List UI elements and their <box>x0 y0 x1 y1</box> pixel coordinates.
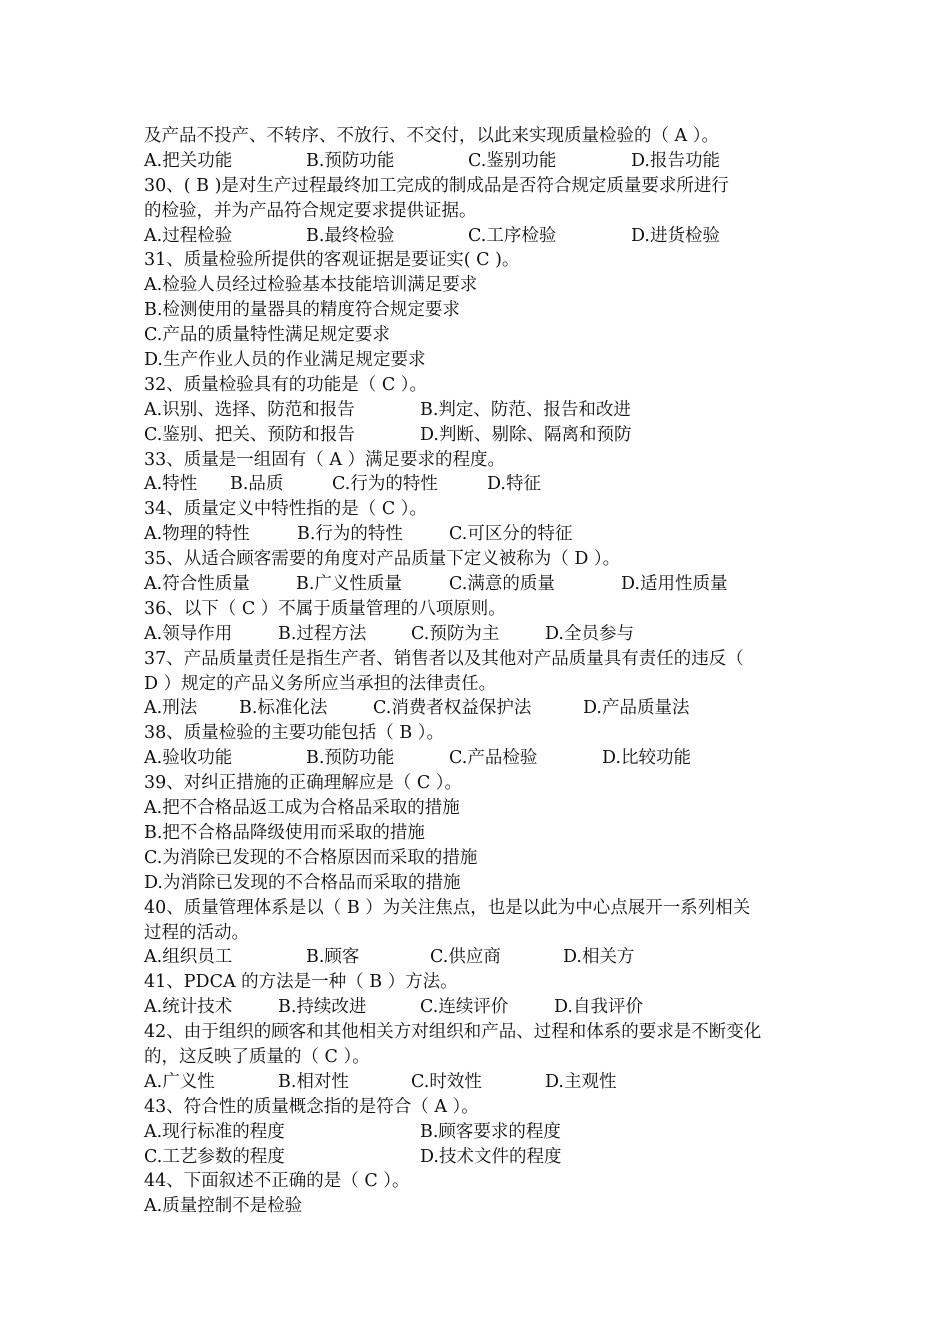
option-text: B.预防功能 <box>306 150 395 171</box>
option-text: C.时效性 <box>411 1071 482 1092</box>
option-text: B.标准化法 <box>239 698 328 719</box>
option-text: A.统计技术 <box>144 997 233 1018</box>
option-text: B.持续改进 <box>278 997 367 1018</box>
option-text: D.主观性 <box>545 1071 617 1092</box>
option-text: C.可区分的特征 <box>449 524 573 545</box>
option-text: C.预防为主 <box>411 623 500 644</box>
option-text: B.顾客要求的程度 <box>420 1121 561 1142</box>
option-text: A.过程检验 <box>144 225 233 246</box>
text-line: C.为消除已发现的不合格原因而采取的措施 <box>144 847 478 868</box>
option-text: C.鉴别功能 <box>468 150 557 171</box>
text-line: 及产品不投产、不转序、不放行、不交付，以此来实现质量检验的（ A ）。 <box>144 126 720 146</box>
option-text: B.行为的特性 <box>297 524 403 545</box>
options-row <box>144 696 816 721</box>
option-text: D.技术文件的程度 <box>420 1146 562 1167</box>
option-text: A.特性 <box>144 474 198 495</box>
option-text: D.产品质量法 <box>583 698 690 719</box>
text-line: C.产品的质量特性满足规定要求 <box>144 325 390 346</box>
text-line: 44、下面叙述不正确的是（ C ）。 <box>144 1171 410 1192</box>
option-text: B.过程方法 <box>278 623 367 644</box>
option-text: B.最终检验 <box>306 225 395 246</box>
text-line: 43、符合性的质量概念指的是符合（ A ）。 <box>144 1096 479 1117</box>
text-line: A.把不合格品返工成为合格品采取的措施 <box>144 798 460 819</box>
option-text: C.鉴别、把关、预防和报告 <box>144 424 355 445</box>
option-text: C.工艺参数的程度 <box>144 1146 285 1167</box>
text-line: 41、PDCA 的方法是一种（ B ）方法。 <box>144 972 458 993</box>
option-text: D.相关方 <box>563 947 635 968</box>
option-text: A.符合性质量 <box>144 574 250 595</box>
options-row <box>144 572 816 597</box>
text-line: 34、质量定义中特性指的是（ C ）。 <box>144 499 428 520</box>
option-text: C.产品检验 <box>449 748 538 769</box>
text-line: 35、从适合顾客需要的角度对产品质量下定义被称为（ D ）。 <box>144 549 621 570</box>
text-line: 37、产品质量责任是指生产者、销售者以及其他对产品质量具有责任的违反（ <box>144 648 744 669</box>
option-text: D.自我评价 <box>554 997 643 1018</box>
options-row <box>144 522 816 547</box>
option-text: A.广义性 <box>144 1071 215 1092</box>
option-text: D.报告功能 <box>631 150 720 171</box>
option-text: B.预防功能 <box>306 748 395 769</box>
option-text: D.特征 <box>487 474 541 495</box>
option-text: D.适用性质量 <box>621 574 728 595</box>
option-text: C.满意的质量 <box>449 574 555 595</box>
text-line: 的检验，并为产品符合规定要求提供证据。 <box>144 200 477 221</box>
option-text: A.领导作用 <box>144 623 233 644</box>
options-row <box>144 423 816 448</box>
options-row <box>144 746 816 771</box>
document-page <box>144 124 816 1219</box>
option-text: B.广义性质量 <box>296 574 402 595</box>
text-line: 39、对纠正措施的正确理解应是（ C ）。 <box>144 773 463 794</box>
text-line: 42、由于组织的顾客和其他相关方对组织和产品、过程和体系的要求是不断变化 <box>144 1022 762 1043</box>
text-line: A.质量控制不是检验 <box>144 1196 303 1217</box>
text-line: D ）规定的产品义务所应当承担的法律责任。 <box>144 673 497 694</box>
option-text: B.相对性 <box>278 1071 349 1092</box>
option-text: D.比较功能 <box>602 748 691 769</box>
text-line: 31、质量检验所提供的客观证据是要证实( C )。 <box>144 250 520 271</box>
text-line: 40、质量管理体系是以（ B ）为关注焦点，也是以此为中心点展开一系列相关 <box>144 897 751 918</box>
text-line: B.检测使用的量器具的精度符合规定要求 <box>144 300 460 321</box>
option-text: A.组织员工 <box>144 947 233 968</box>
text-line: 的，这反映了质量的（ C ）。 <box>144 1046 370 1067</box>
text-line: 30、( B )是对生产过程最终加工完成的制成品是否符合规定质量要求所进行 <box>144 175 729 196</box>
option-text: A.现行标准的程度 <box>144 1121 285 1142</box>
text-line: 38、质量检验的主要功能包括（ B ）。 <box>144 723 445 744</box>
option-text: C.消费者权益保护法 <box>373 698 532 719</box>
option-text: A.验收功能 <box>144 748 233 769</box>
text-line: 33、质量是一组固有（ A ）满足要求的程度。 <box>144 449 506 470</box>
option-text: C.连续评价 <box>420 997 509 1018</box>
option-text: C.供应商 <box>430 947 501 968</box>
option-text: A.刑法 <box>144 698 198 719</box>
options-row <box>144 149 816 174</box>
option-text: D.判断、剔除、隔离和预防 <box>420 424 632 445</box>
text-line: A.检验人员经过检验基本技能培训满足要求 <box>144 275 478 296</box>
options-row <box>144 224 816 249</box>
text-line: D.为消除已发现的不合格品而采取的措施 <box>144 872 461 893</box>
option-text: A.物理的特性 <box>144 524 250 545</box>
options-row <box>144 995 816 1020</box>
option-text: D.进货检验 <box>631 225 720 246</box>
options-row <box>144 1145 816 1170</box>
option-text: B.判定、防范、报告和改进 <box>420 399 631 420</box>
options-row <box>144 472 816 497</box>
option-text: D.全员参与 <box>545 623 634 644</box>
option-text: A.把关功能 <box>144 150 233 171</box>
option-text: C.工序检验 <box>468 225 557 246</box>
text-line: D.生产作业人员的作业满足规定要求 <box>144 350 426 371</box>
options-row <box>144 945 816 970</box>
option-text: C.行为的特性 <box>332 474 438 495</box>
options-row <box>144 1070 816 1095</box>
options-row <box>144 1120 816 1145</box>
text-line: 36、以下（ C ）不属于质量管理的八项原则。 <box>144 598 506 619</box>
option-text: B.顾客 <box>306 947 360 968</box>
text-line: 32、质量检验具有的功能是（ C ）。 <box>144 374 428 395</box>
text-line: B.把不合格品降级使用而采取的措施 <box>144 822 425 843</box>
options-row <box>144 622 816 647</box>
options-row <box>144 398 816 423</box>
option-text: B.品质 <box>230 474 284 495</box>
option-text: A.识别、选择、防范和报告 <box>144 399 355 420</box>
text-line: 过程的活动。 <box>144 922 249 943</box>
